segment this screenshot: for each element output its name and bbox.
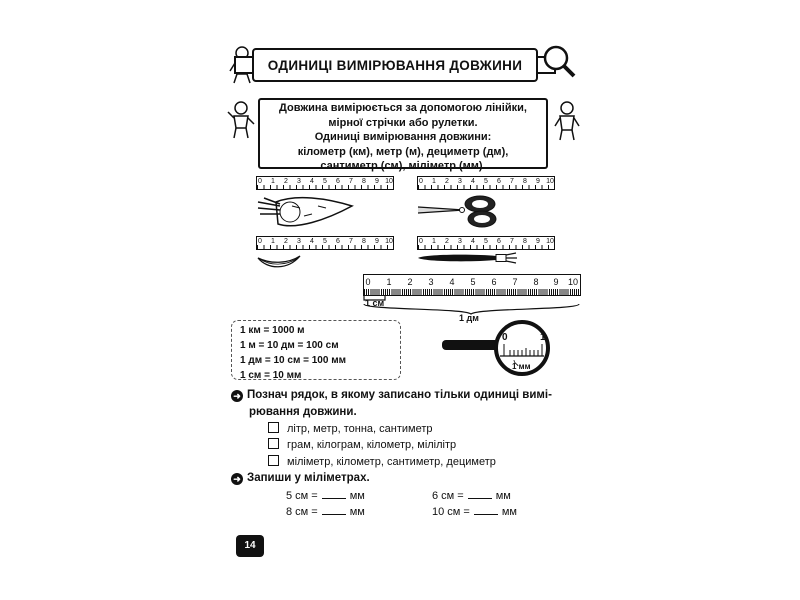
- ruler-num: 1: [432, 178, 436, 185]
- task1-question: [231, 387, 552, 421]
- ruler-num: 9: [553, 277, 559, 287]
- ruler-num: 8: [523, 178, 527, 185]
- exercise-unit: мм: [495, 490, 511, 502]
- ruler-num: 1: [386, 277, 392, 287]
- exercise-5cm: [286, 490, 365, 502]
- answer-blank[interactable]: [322, 514, 346, 515]
- ruler-num: 9: [375, 178, 379, 185]
- magnifier-num-1: 1: [540, 332, 546, 343]
- ruler-num: 10: [546, 178, 554, 185]
- ruler-num: 6: [491, 277, 497, 287]
- conversion-row: 1 км = 1000 м: [240, 325, 305, 336]
- info-line-5: сантиметр (см), міліметр (мм).: [320, 160, 486, 172]
- ruler-num: 8: [362, 238, 366, 245]
- exercise-6cm: [432, 490, 511, 502]
- task2-question: [231, 470, 370, 487]
- page-number: 14: [236, 535, 264, 557]
- ruler-num: 1: [271, 238, 275, 245]
- ruler-brush: [417, 236, 555, 250]
- ruler-num: 5: [323, 238, 327, 245]
- option-label: літр, метр, тонна, сантиметр: [287, 423, 433, 435]
- ruler-num: 9: [536, 238, 540, 245]
- task1-option-3[interactable]: [268, 455, 496, 469]
- ruler-ticks: [418, 185, 554, 189]
- ruler-num: 4: [449, 277, 455, 287]
- checkbox[interactable]: [268, 455, 279, 466]
- ruler-num: 1: [432, 238, 436, 245]
- exercise-unit: мм: [501, 506, 517, 518]
- answer-blank[interactable]: [474, 514, 498, 515]
- info-line-1: Довжина вимірюється за допомогою лінійки,: [279, 102, 527, 114]
- ruler-num: 7: [349, 178, 353, 185]
- magnifier-num-0: 0: [502, 332, 508, 343]
- paintbrush-icon: [416, 251, 518, 265]
- big-ruler-numbers: [364, 277, 580, 289]
- ruler-num: 9: [375, 238, 379, 245]
- conversion-row: 1 м = 10 дм = 100 см: [240, 340, 339, 351]
- peapod-icon: [256, 250, 302, 272]
- ruler-num: 1: [271, 178, 275, 185]
- task1-line2: рювання довжини.: [249, 406, 357, 418]
- exercise-left: 6 см =: [432, 490, 464, 502]
- ruler-num: 10: [385, 178, 393, 185]
- checkbox[interactable]: [268, 422, 279, 433]
- exercise-unit: мм: [349, 490, 365, 502]
- option-label: грам, кілограм, кілометр, мілілітр: [287, 439, 457, 451]
- ruler-num: 2: [445, 178, 449, 185]
- ruler-num: 5: [484, 238, 488, 245]
- task1-line1: Познач рядок, в якому записано тільки одиниці вимі-: [247, 389, 552, 401]
- info-line-2: мірної стрічки або рулетки.: [328, 116, 478, 129]
- ruler-num: 6: [336, 238, 340, 245]
- exercise-left: 10 см =: [432, 506, 470, 518]
- ruler-num: 2: [284, 178, 288, 185]
- title-magnifier-icon: [540, 42, 578, 80]
- magnifier-icon: [440, 318, 560, 380]
- exercise-left: 5 см =: [286, 490, 318, 502]
- answer-blank[interactable]: [322, 498, 346, 499]
- ruler-num: 3: [428, 277, 434, 287]
- ruler-num: 4: [310, 178, 314, 185]
- conversion-box: [231, 320, 401, 380]
- answer-blank[interactable]: [468, 498, 492, 499]
- ruler-num: 6: [336, 178, 340, 185]
- ruler-num: 3: [297, 178, 301, 185]
- scissors-icon: [416, 193, 500, 229]
- option-label: міліметр, кілометр, сантиметр, дециметр: [287, 456, 496, 468]
- carrot-icon: [256, 192, 354, 232]
- arrow-bullet-icon: ➜: [231, 390, 243, 402]
- ruler-num: 7: [349, 238, 353, 245]
- ruler-num: 4: [471, 238, 475, 245]
- ruler-num: 9: [536, 178, 540, 185]
- ruler-num: 4: [471, 178, 475, 185]
- ruler-num: 5: [470, 277, 476, 287]
- info-box: [258, 98, 548, 172]
- arrow-bullet-icon: ➜: [231, 473, 243, 485]
- ruler-num: 7: [512, 277, 518, 287]
- big-ruler: [363, 274, 581, 296]
- ruler-num: 4: [310, 238, 314, 245]
- ruler-num: 6: [497, 178, 501, 185]
- ruler-num: 10: [567, 277, 579, 287]
- dm-label: 1 дм: [459, 313, 479, 323]
- ruler-num: 8: [523, 238, 527, 245]
- ruler-num: 0: [258, 178, 262, 185]
- cm-label: 1 см: [365, 298, 385, 308]
- info-line-4: кілометр (км), метр (м), дециметр (дм),: [297, 145, 509, 158]
- ruler-num: 7: [510, 178, 514, 185]
- ruler-num: 0: [419, 238, 423, 245]
- exercise-10cm: [432, 506, 517, 518]
- ruler-num: 3: [297, 238, 301, 245]
- boy-figure-right-icon: [552, 100, 582, 142]
- exercise-left: 8 см =: [286, 506, 318, 518]
- checkbox[interactable]: [268, 438, 279, 449]
- ruler-carrot: [256, 176, 394, 190]
- info-line-3: Одиниці вимірювання довжини:: [314, 131, 492, 143]
- ruler-num: 8: [362, 178, 366, 185]
- ruler-num: 2: [407, 277, 413, 287]
- girl-figure-icon: [226, 100, 256, 140]
- ruler-num: 10: [385, 238, 393, 245]
- task1-option-2[interactable]: [268, 438, 456, 452]
- ruler-num: 5: [484, 178, 488, 185]
- ruler-num: 0: [365, 277, 371, 287]
- ruler-num: 5: [323, 178, 327, 185]
- ruler-num: 2: [445, 238, 449, 245]
- page-title: ОДИНИЦІ ВИМІРЮВАННЯ ДОВЖИНИ: [252, 48, 538, 82]
- ruler-num: 3: [458, 178, 462, 185]
- mm-label: 1 мм: [512, 362, 531, 371]
- ruler-num: 0: [419, 178, 423, 185]
- ruler-scissors: [417, 176, 555, 190]
- ruler-ticks: [418, 245, 554, 249]
- ruler-ticks: [257, 185, 393, 189]
- ruler-num: 8: [533, 277, 539, 287]
- ruler-num: 3: [458, 238, 462, 245]
- conversion-row: 1 см = 10 мм: [240, 370, 302, 381]
- ruler-num: 10: [546, 238, 554, 245]
- exercise-8cm: [286, 506, 365, 518]
- ruler-num: 7: [510, 238, 514, 245]
- ruler-num: 2: [284, 238, 288, 245]
- task1-option-1[interactable]: [268, 422, 432, 436]
- ruler-num: 6: [497, 238, 501, 245]
- task2-text: Запиши у міліметрах.: [247, 472, 370, 484]
- ruler-num: 0: [258, 238, 262, 245]
- exercise-unit: мм: [349, 506, 365, 518]
- ruler-peapod: [256, 236, 394, 250]
- conversion-row: 1 дм = 10 см = 100 мм: [240, 355, 346, 366]
- ruler-ticks: [257, 245, 393, 249]
